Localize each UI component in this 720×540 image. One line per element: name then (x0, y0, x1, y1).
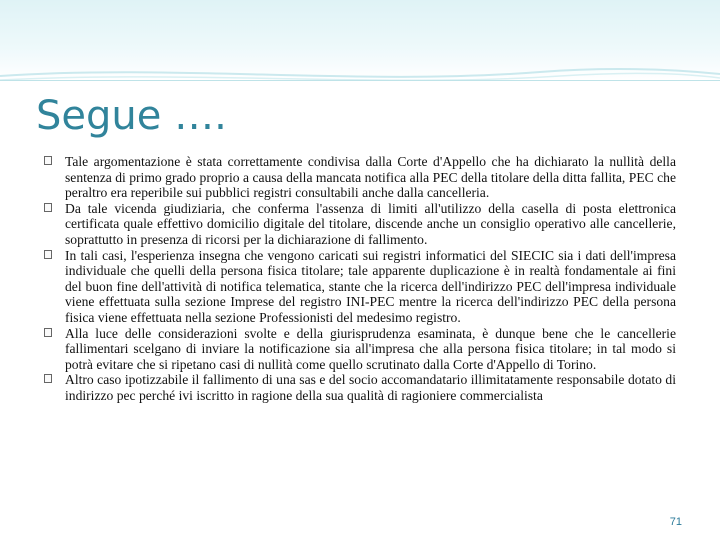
bullet-text: Alla luce delle considerazioni svolte e della giurisprudenza esaminata, è dunque bene che le cancellerie fallimentari scelgano di inviare la notificazione sia all'impresa che alla persona fisica titolare; in tal modo si potrà evitare che si ripetano casi di nullità come quello scrutinato dalla Corte d'Appello di Torino. (65, 325, 676, 372)
page-number: 71 (669, 516, 682, 528)
bullet-square-icon (44, 328, 52, 337)
bullet-square-icon (44, 203, 52, 212)
bullet-item (44, 248, 676, 326)
bullet-square-icon (44, 250, 52, 259)
bullet-item (44, 326, 676, 373)
header-divider (0, 80, 720, 81)
bullet-square-icon (44, 156, 52, 165)
bullet-square-icon (44, 374, 52, 383)
bullet-text: Da tale vicenda giudiziaria, che conferma l'assenza di limiti all'utilizzo della casella di posta elettronica certificata quale effettivo domicilio digitale del titolare, discende anche un consiglio operativo alle cancellerie, soprattutto in presenza di ricorsi per la dichiarazione di fallimento. (65, 200, 676, 247)
bullet-item (44, 201, 676, 248)
bullet-item (44, 372, 676, 403)
header-wave-decoration (0, 58, 720, 88)
bullet-text: Altro caso ipotizzabile il fallimento di una sas e del socio accomandatario illimitatamente responsabile dotato di indirizzo pec perché ivi iscritto in ragione della sua qualità di ragioniere commercialista (65, 372, 676, 403)
bullet-text: Tale argomentazione è stata correttamente condivisa dalla Corte d'Appello che ha dichiarato la nullità della sentenza di primo grado proprio a causa della mancata notifica alla PEC della titolare della ditta fallita, PEC che peraltro era reperibile sui pubblici registri consultabili anche dalla cancelleria. (65, 154, 676, 201)
bullet-item (44, 154, 676, 201)
slide-title: Segue …. (36, 93, 227, 139)
bullet-list (44, 154, 676, 404)
bullet-text: In tali casi, l'esperienza insegna che vengono caricati sui registri informatici del SIECIC sia i dati dell'impresa individuale che quelli della persona fisica titolare; tale apparente duplicazione è in realtà fondamentale ai fini del buon fine dell'attività di notifica telematica, stante che la ricerca dell'indirizzo PEC dell'impresa individuale viene effettuata sulla sezione Imprese del registro INI-PEC mentre la ricerca dell'indirizzo PEC della persona fisica viene effettuata nella sezione Professionisti del medesimo registro. (65, 247, 676, 325)
